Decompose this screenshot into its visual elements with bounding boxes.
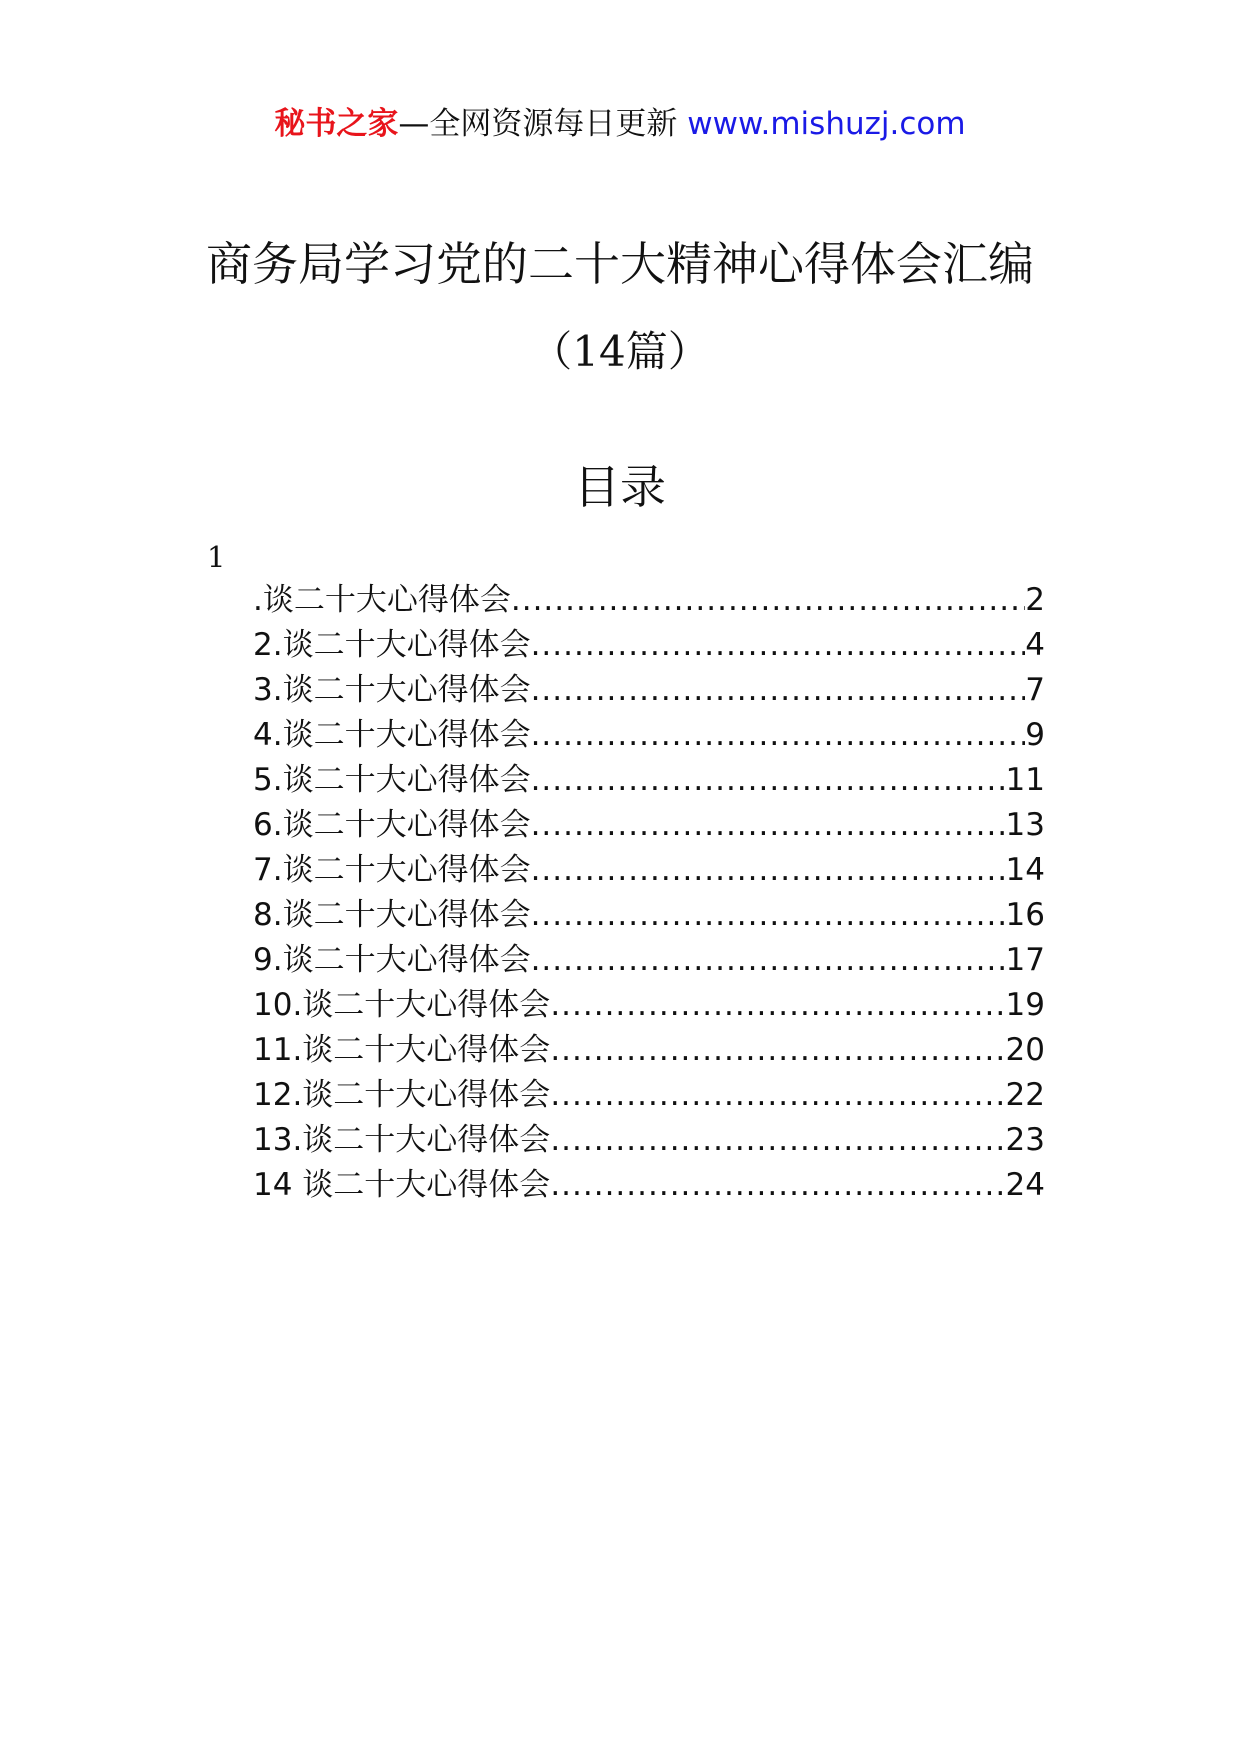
subtitle-open-paren: （	[530, 327, 573, 376]
brand-slogan: —全网资源每日更新	[398, 106, 678, 142]
toc-entry[interactable]	[253, 1118, 1045, 1163]
toc-entry-page: 23	[1005, 1122, 1045, 1158]
toc-leader-dots	[550, 1163, 1005, 1208]
toc-entry-page: 14	[1005, 852, 1045, 888]
toc-leader-dots	[550, 983, 1005, 1028]
toc-leader-dots	[550, 1073, 1005, 1118]
toc-leader-dots	[531, 848, 1006, 893]
toc-entry-label: 11.谈二十大心得体会	[253, 1032, 551, 1068]
toc-entry-page: 19	[1005, 987, 1045, 1023]
toc-entry-label: 8.谈二十大心得体会	[253, 897, 531, 933]
toc-entry[interactable]	[253, 1073, 1045, 1118]
toc-entry-label: 5.谈二十大心得体会	[253, 762, 531, 798]
toc-entry-label: 10.谈二十大心得体会	[253, 987, 551, 1023]
toc-entry-page: 24	[1005, 1167, 1045, 1203]
toc-entry-label: 2.谈二十大心得体会	[253, 627, 531, 663]
toc-leader-dots	[550, 1118, 1005, 1163]
toc-entry[interactable]	[253, 1028, 1045, 1073]
toc-entry-label: 9.谈二十大心得体会	[253, 942, 531, 978]
toc-leader-dots	[531, 803, 1006, 848]
toc-entry-page: 9	[1025, 717, 1045, 753]
toc-entry[interactable]	[253, 668, 1045, 713]
toc-leader-dots	[511, 578, 1025, 623]
subtitle-count: 14	[572, 327, 626, 376]
toc-leader-dots	[531, 713, 1026, 758]
toc-leader-dots	[531, 623, 1026, 668]
toc-entry-label: 6.谈二十大心得体会	[253, 807, 531, 843]
toc-entry-page: 11	[1005, 762, 1045, 798]
toc-entry[interactable]	[253, 578, 1045, 623]
toc-entry[interactable]	[253, 848, 1045, 893]
toc-entry-page: 22	[1005, 1077, 1045, 1113]
document-subtitle	[0, 322, 1240, 382]
toc-entry-page: 20	[1005, 1032, 1045, 1068]
toc-entry[interactable]	[253, 1163, 1045, 1208]
toc-entry-label: 12.谈二十大心得体会	[253, 1077, 551, 1113]
toc-list	[253, 578, 1045, 1208]
toc-leader-dots	[531, 893, 1006, 938]
toc-entry-page: 17	[1005, 942, 1045, 978]
toc-entry[interactable]	[253, 983, 1045, 1028]
site-url-link[interactable]: www.mishuzj.com	[687, 106, 966, 142]
toc-stray-number: 1	[207, 540, 226, 574]
subtitle-close-paren: ）	[667, 327, 710, 376]
toc-entry-label: 13.谈二十大心得体会	[253, 1122, 551, 1158]
toc-entry[interactable]	[253, 713, 1045, 758]
toc-entry-page: 2	[1025, 582, 1045, 618]
toc-heading: 目录	[574, 460, 666, 514]
toc-entry-label: 3.谈二十大心得体会	[253, 672, 531, 708]
document-title: 商务局学习党的二十大精神心得体会汇编	[206, 237, 1034, 291]
toc-entry-label: .谈二十大心得体会	[253, 582, 511, 618]
toc-entry-label: 7.谈二十大心得体会	[253, 852, 531, 888]
toc-entry[interactable]	[253, 803, 1045, 848]
subtitle-unit: 篇	[625, 327, 668, 376]
toc-entry-label: 14 谈二十大心得体会	[253, 1167, 551, 1203]
toc-leader-dots	[531, 758, 1006, 803]
site-banner	[0, 100, 1240, 148]
toc-entry-page: 13	[1005, 807, 1045, 843]
toc-entry-page: 4	[1025, 627, 1045, 663]
toc-entry[interactable]	[253, 893, 1045, 938]
toc-entry[interactable]	[253, 758, 1045, 803]
toc-entry-label: 4.谈二十大心得体会	[253, 717, 531, 753]
toc-leader-dots	[531, 668, 1026, 713]
brand-name: 秘书之家	[274, 106, 399, 142]
toc-entry-page: 7	[1025, 672, 1045, 708]
toc-leader-dots	[531, 938, 1006, 983]
toc-entry[interactable]	[253, 938, 1045, 983]
toc-leader-dots	[550, 1028, 1005, 1073]
toc-entry-page: 16	[1005, 897, 1045, 933]
toc-entry[interactable]	[253, 623, 1045, 668]
